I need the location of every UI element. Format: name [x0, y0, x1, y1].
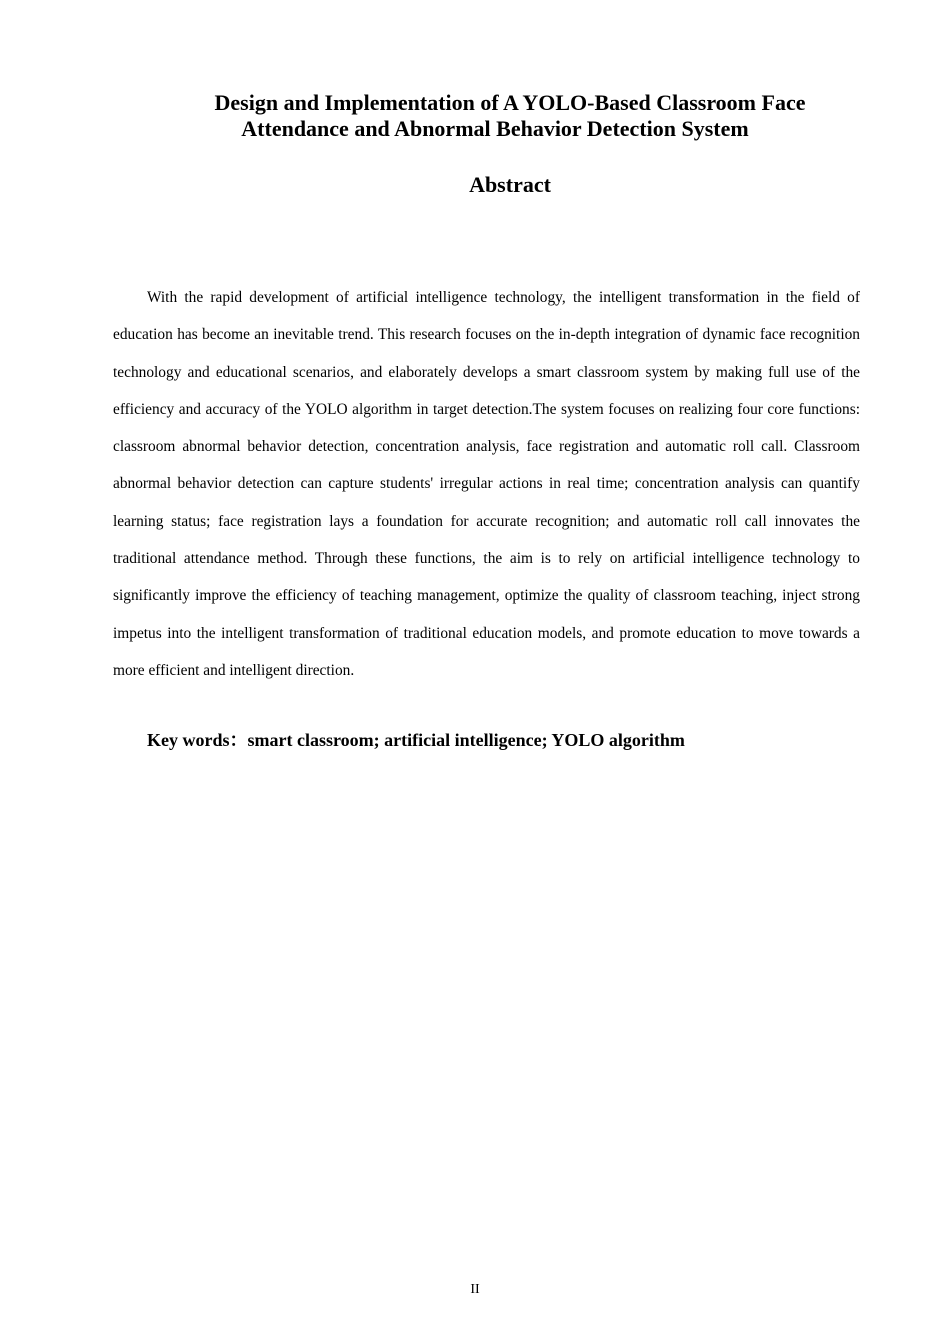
document-title-line-1: Design and Implementation of A YOLO-Based Classroom Face: [214, 90, 806, 115]
document-title-line-2: Attendance and Abnormal Behavior Detection System: [241, 116, 749, 141]
keywords-line: [147, 726, 867, 754]
keywords-label: Key words：: [147, 730, 248, 750]
document-title: [150, 90, 870, 142]
abstract-heading: Abstract: [469, 172, 551, 197]
keywords-text: smart classroom; artificial intelligence; YOLO algorithm: [247, 730, 685, 750]
page-number: II: [470, 1282, 480, 1297]
abstract-body: With the rapid development of artificial intelligence technology, the intelligent transformation in the field of education has become an inevitable trend. This research focuses on the in-depth integration of dynamic face recognition technology and educational scenarios, and elaborately develops a smart classroom system by making full use of the efficiency and accuracy of the YOLO algorithm in target detection.The system focuses on realizing four core functions: classroom abnormal behavior detection, concentration analysis, face registration and automatic roll call. Classroom abnormal behavior detection can capture students' irregular actions in real time; concentration analysis can quantify learning status; face registration lays a foundation for accurate recognition; and automatic roll call innovates the traditional attendance method. Through these functions, the aim is to rely on artificial intelligence technology to significantly improve the efficiency of teaching management, optimize the quality of classroom teaching, inject strong impetus into the intelligent transformation of traditional education models, and promote education to move towards a more efficient and intelligent direction.: [113, 289, 860, 679]
